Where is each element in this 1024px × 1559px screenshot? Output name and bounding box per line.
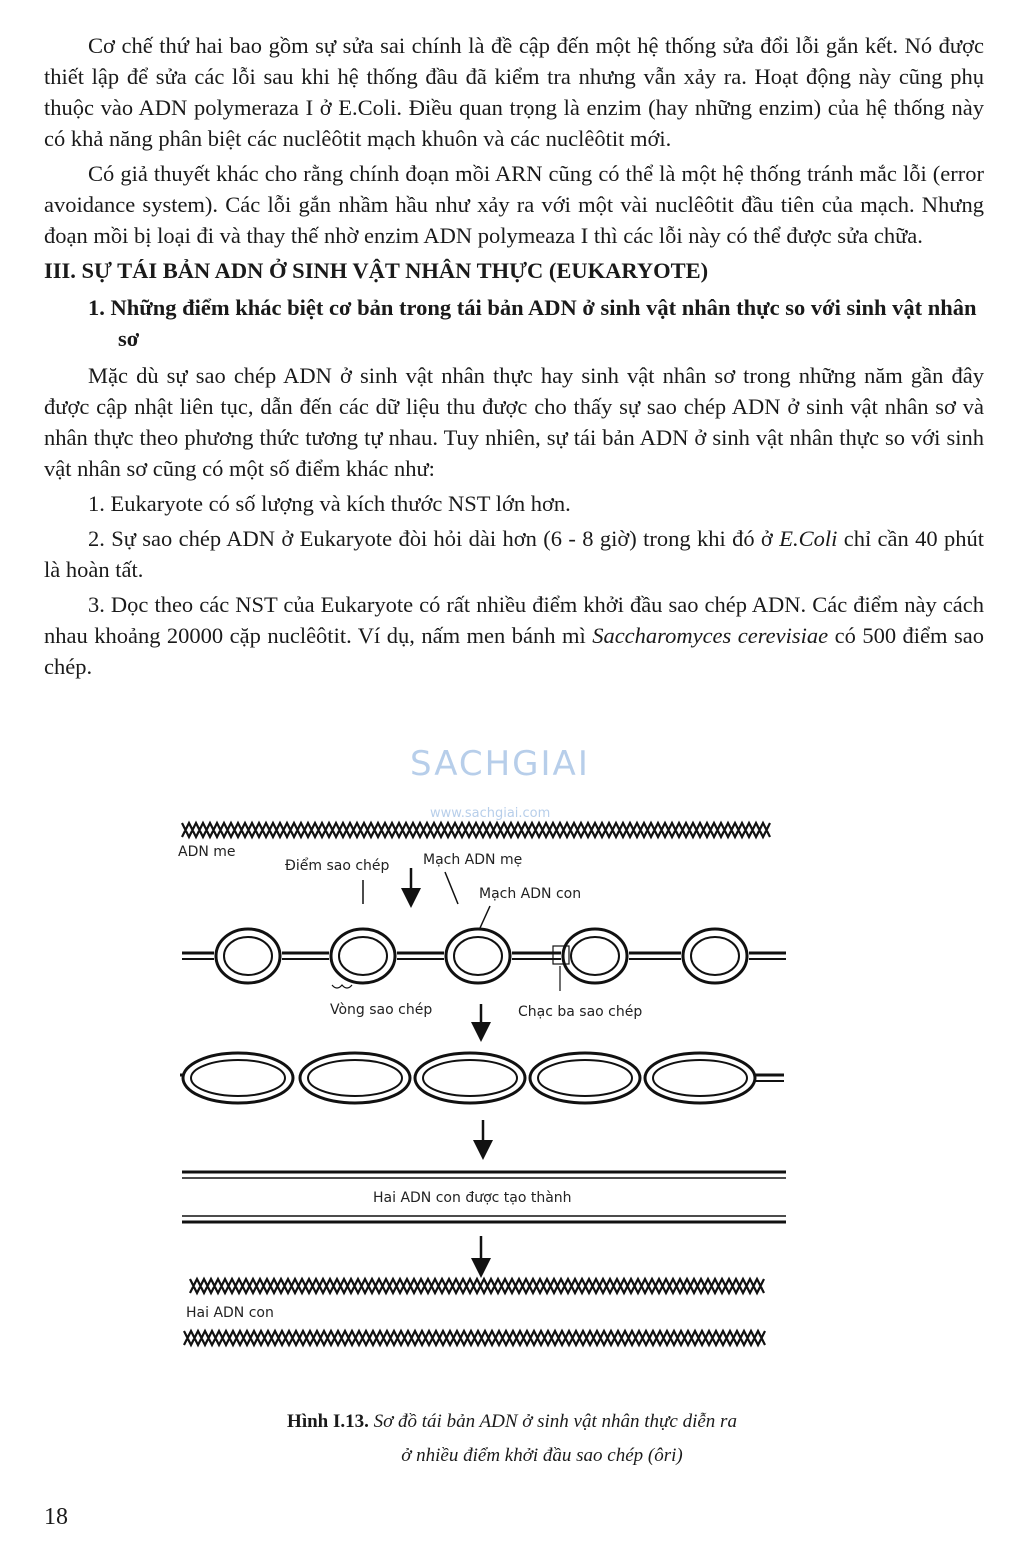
section-title: III. SỰ TÁI BẢN ADN Ở SINH VẬT NHÂN THỰC (EUKARYOTE) — [44, 258, 709, 283]
watermark-url: www.sachgiai.com — [430, 806, 551, 821]
page-body — [44, 30, 984, 686]
figure-number: Hình I.13. — [287, 1411, 369, 1432]
label-parent-dna: ADN me — [178, 844, 236, 860]
bubble-row-2 — [180, 1053, 784, 1103]
replication-diagram — [170, 808, 810, 1368]
list-item-1: 1. Eukaryote có số lượng và kích thước NST lớn hơn. — [88, 491, 571, 516]
paragraph-3: Mặc dù sự sao chép ADN ở sinh vật nhân thực hay sinh vật nhân sơ trong những năm gần đây được cập nhật liên tục, dẫn đến các dữ liệu thu được cho thấy sự sao chép ADN ở sinh vật nhân sơ và nhân thực theo phương thức tương tự nhau. Tuy nhiên, sự tái bản ADN ở sinh vật nhân thực so với sinh vật nhân sơ cũng có một số điểm khác như: — [44, 363, 984, 481]
list-item-2-text-a: 2. Sự sao chép ADN ở Eukaryote đòi hỏi dài hơn (6 - 8 giờ) trong khi đó ở — [88, 526, 780, 551]
daughter-dna-helix-2 — [184, 1331, 765, 1345]
label-parent-strand: Mạch ADN mẹ — [423, 852, 523, 868]
bubble-row-1 — [182, 929, 786, 983]
list-item-2-italic: E.Coli — [779, 526, 838, 551]
caption-text-2: ở nhiều điểm khởi đầu sao chép (ôri) — [401, 1445, 683, 1466]
list-item-2 — [44, 523, 984, 585]
list-item-3-italic: Saccharomyces cerevisiae — [592, 623, 829, 648]
figure-caption-line-1 — [0, 1406, 1024, 1437]
list-item-3-text-b: có 500 điểm sao chép. — [44, 623, 984, 679]
list-item-2-text-b: chỉ cần 40 phút là hoàn tất. — [44, 526, 985, 582]
figure-caption-line-2 — [0, 1440, 1024, 1471]
parent-dna-helix — [182, 823, 770, 837]
paragraph-2: Có giả thuyết khác cho rằng chính đoạn mồi ARN cũng có thể là một hệ thống tránh mắc lỗi (error avoidance system). Các lỗi gắn nhầm hầu như xảy ra với một vài nuclêôtit đầu tiên của mạch. Nhưng đoạn mồi bị loại đi và thay thế nhờ enzim ADN polymeaza I thì các lỗi này có thể được sửa chữa. — [44, 161, 984, 248]
label-bubble: Vòng sao chép — [330, 1002, 433, 1018]
daughter-dna-helix-1 — [190, 1279, 764, 1293]
label-two-daughters: Hai ADN con — [186, 1305, 274, 1321]
label-origin: Điểm sao chép — [285, 858, 390, 874]
list-item-3 — [44, 589, 984, 682]
caption-text-1: Sơ đồ tái bản ADN ở sinh vật nhân thực diễn ra — [368, 1411, 737, 1432]
page-number: 18 — [44, 1504, 68, 1530]
subsection-title: 1. Những điểm khác biệt cơ bản trong tái bản ADN ở sinh vật nhân thực so với sinh vật nhân sơ — [88, 295, 977, 351]
label-daughter-strand: Mạch ADN con — [479, 886, 582, 902]
label-fork: Chạc ba sao chép — [518, 1004, 643, 1020]
paragraph-1: Cơ chế thứ hai bao gồm sự sửa sai chính là đề cập đến một hệ thống sửa đổi lỗi gắn kết. Nó được thiết lập để sửa các lỗi sau khi hệ thống đầu đã kiểm tra nhưng vẫn xảy ra. Hoạt động này cũng phụ thuộc vào ADN polymeraza I ở E.Coli. Điều quan trọng là enzim (hay những enzim) của hệ thống này có khả năng phân biệt các nuclêôtit mạch khuôn và các nuclêôtit mới. — [44, 33, 984, 151]
list-item-3-text-a: 3. Dọc theo các NST của Eukaryote có rất nhiều điểm khởi đầu sao chép ADN. Các điểm này cách nhau khoảng 20000 cặp nuclêôtit. Ví dụ, nấm men bánh mì — [44, 592, 984, 648]
watermark-logo: SACHGIAI — [410, 744, 590, 784]
label-two-formed: Hai ADN con được tạo thành — [373, 1190, 572, 1206]
